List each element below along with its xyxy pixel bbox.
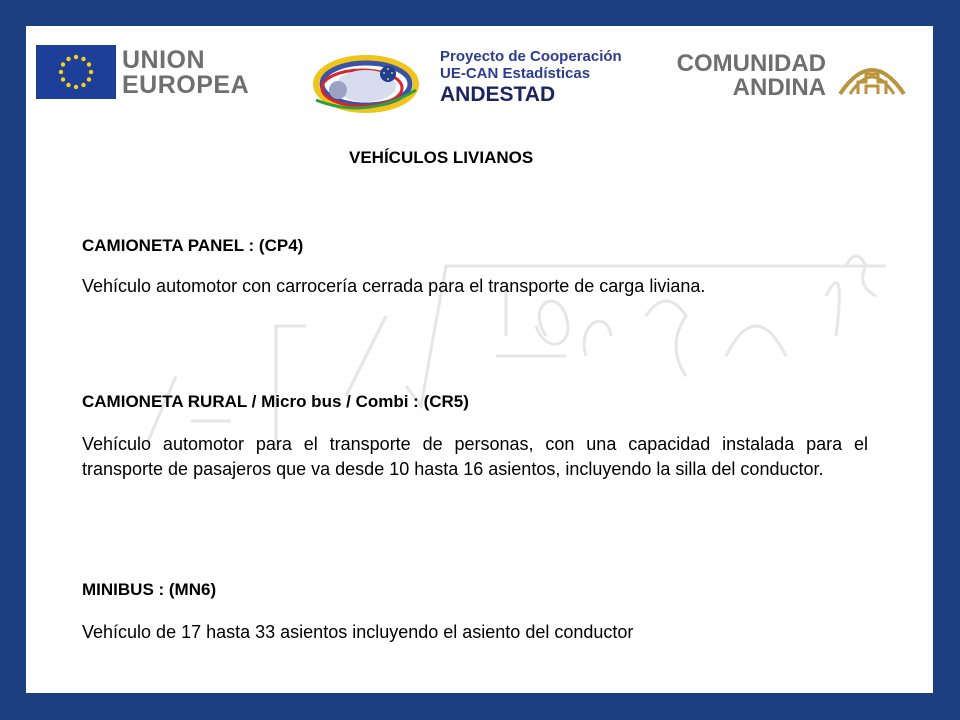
project-line2: UE-CAN Estadísticas (440, 65, 591, 82)
section-description-rural: Vehículo automotor para el transporte de personas, con una capacidad instalada para el transporte de pasajeros que va desde 10 hasta 16 asientos, incluyendo la silla del conductor. (82, 434, 868, 479)
section-description-minibus: Vehículo de 17 hasta 33 asientos incluyendo el asiento del conductor (82, 622, 634, 642)
eu-flag-icon (36, 45, 116, 99)
can-logo-line2: ANDINA (732, 74, 826, 101)
can-logo-line1: COMUNIDAD (676, 50, 826, 77)
andestad-emblem-icon (306, 44, 446, 120)
eu-logo-line2: EUROPEA (122, 71, 250, 99)
andestad-text (440, 48, 622, 108)
eu-logo-line1: UNION (122, 46, 206, 74)
comunidad-andina-icon (836, 50, 908, 98)
section-heading-rural: CAMIONETA RURAL / Micro bus / Combi : (CR5) (82, 392, 469, 411)
project-name: ANDESTAD (440, 83, 556, 106)
page-title: VEHÍCULOS LIVIANOS (349, 148, 534, 167)
slide (26, 26, 933, 693)
section-description-panel: Vehículo automotor con carrocería cerrada para el transporte de carga liviana. (82, 276, 706, 296)
eu-logo-text (122, 48, 249, 98)
section-heading-minibus: MINIBUS : (MN6) (82, 580, 217, 599)
can-logo-text (666, 52, 826, 100)
project-line1: Proyecto de Cooperación (440, 48, 622, 65)
section-heading-panel: CAMIONETA PANEL : (CP4) (82, 236, 304, 255)
